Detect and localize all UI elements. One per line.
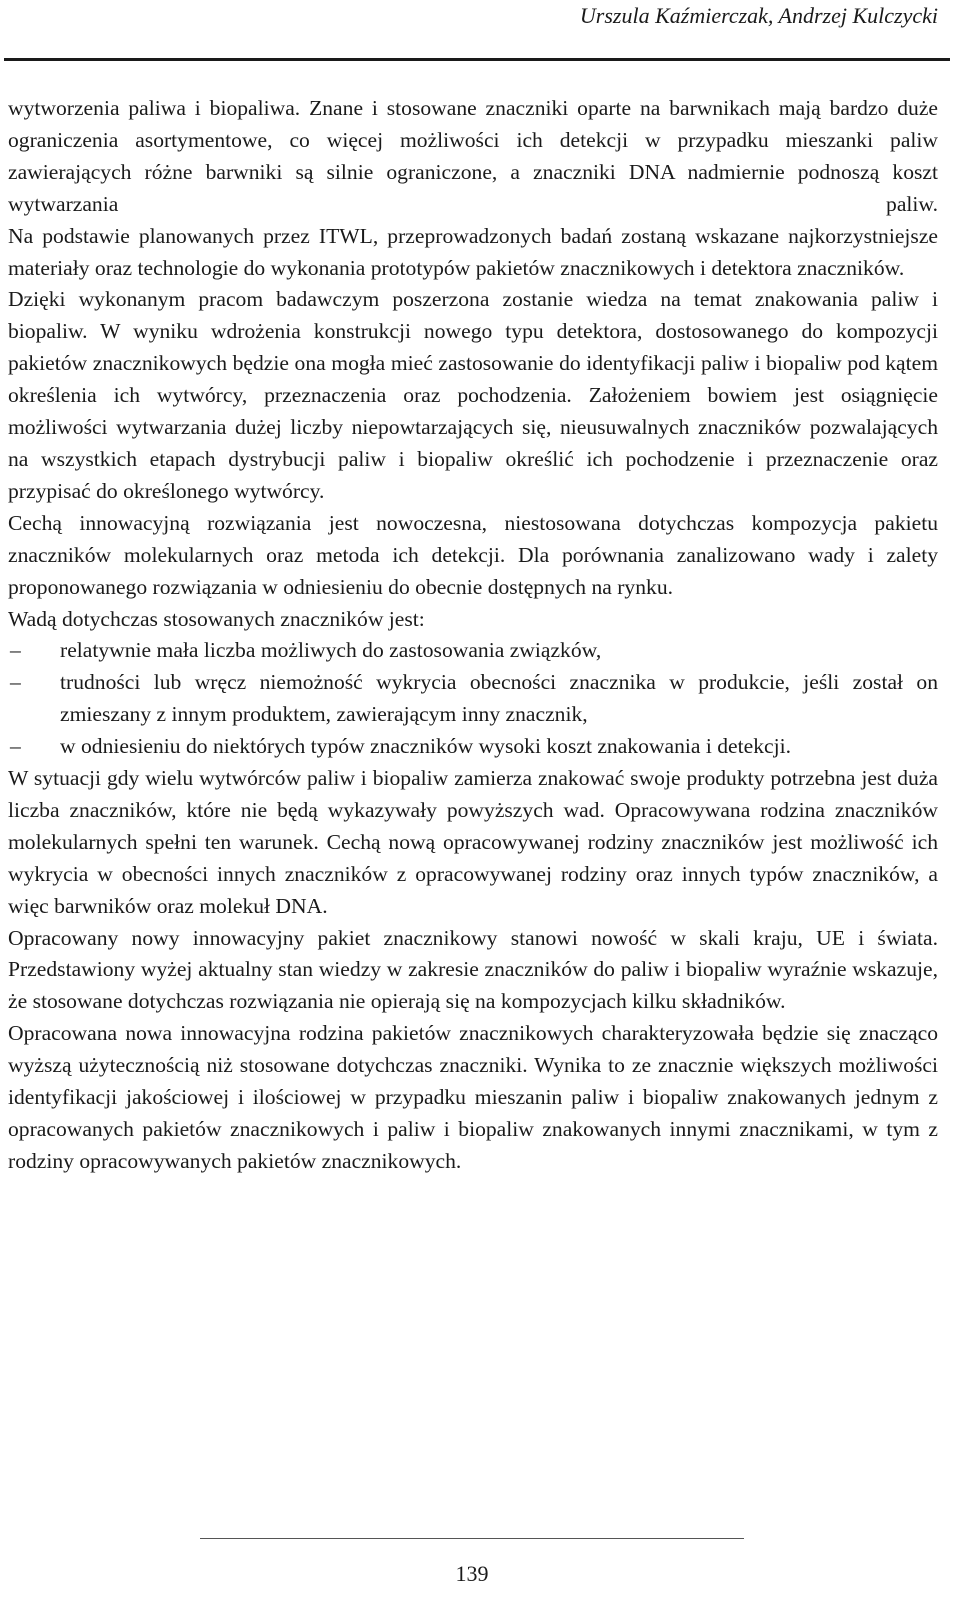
paragraph-8: Opracowana nowa innowacyjna rodzina pakietów znacznikowych charakteryzowała będzie się znacząco wyższą użytecznością niż stosowane dotychczas znaczniki. Wynika to ze znacznie większych możliwości identyfikacji jakościowej i ilościowej w przypadku mieszanin paliw i biopaliw znakowanych jednym z opracowanych pakietów znacznikowych i paliw i biopaliw znakowanych innymi znacznikami, w tym z rodziny opracowywanych pakietów znacznikowych. <box>8 1021 938 1173</box>
body-text <box>8 93 938 1178</box>
list-item-text: relatywnie mała liczba możliwych do zastosowania związków, <box>60 638 602 663</box>
paragraph-4: Cechą innowacyjną rozwiązania jest nowoczesna, niestosowana dotychczas kompozycja pakietu znaczników molekularnych oraz metoda ich detekcji. Dla porównania zanalizowano wady i zalety proponowanego rozwiązania w odniesieniu do obecnie dostępnych na rynku. <box>8 510 938 599</box>
header-rule <box>4 58 950 61</box>
list-item-text: trudności lub wręcz niemożność wykrycia obecności znacznika w produkcie, jeśli został on zmieszany z innym produktem, zawierającym inny znacznik, <box>60 670 938 727</box>
paragraph-5: Wadą dotychczas stosowanych znaczników jest: <box>8 606 425 631</box>
dash-list <box>8 635 938 763</box>
list-item <box>8 635 938 667</box>
paragraph-6: W sytuacji gdy wielu wytwórców paliw i biopaliw zamierza znakować swoje produkty potrzebna jest duża liczba znaczników, które nie będą wykazywały powyższych wad. Opracowywana rodzina znaczników molekularnych spełni ten warunek. Cechą nową opracowywanej rodziny znaczników jest możliwość ich wykrycia w obecności innych znaczników z opracowywanej rodziny oraz innych typów znaczników, a więc barwników oraz molekuł DNA. <box>8 766 938 918</box>
list-item <box>8 731 938 763</box>
list-item-text: w odniesieniu do niektórych typów znaczników wysoki koszt znakowania i detekcji. <box>60 734 792 759</box>
page-number: 139 <box>455 1561 489 1586</box>
dash-marker: – <box>10 734 21 759</box>
paragraph-1: wytworzenia paliwa i biopaliwa. Znane i stosowane znaczniki oparte na barwnikach mają bardzo duże ograniczenia asortymentowe, co więcej możliwości ich detekcji w przypadku mieszanki paliw zawierających różne barwniki są silnie ograniczone, a znaczniki DNA nadmiernie podnoszą koszt wytwarzania paliw. <box>8 96 938 216</box>
paragraph-7: Opracowany nowy innowacyjny pakiet znacznikowy stanowi nowość w skali kraju, UE i świata. Przedstawiony wyżej aktualny stan wiedzy w zakresie znaczników do paliw i biopaliw wyraźnie wskazuje, że stosowane dotychczas rozwiązania nie opierają się na kompozycjach kilku składników. <box>8 925 938 1014</box>
dash-marker: – <box>10 638 21 663</box>
paragraph-3: Dzięki wykonanym pracom badawczym poszerzona zostanie wiedza na temat znakowania paliw i biopaliw. W wyniku wdrożenia konstrukcji nowego typu detektora, dostosowanego do kompozycji pakietów znacznikowych będzie ona mogła mieć zastosowanie do identyfikacji paliw i biopaliw pod kątem określenia ich wytwórcy, przeznaczenia oraz pochodzenia. Założeniem bowiem jest osiągnięcie możliwości wytwarzania dużej liczby niepowtarzających się, nieusuwalnych znaczników pozwalających na wszystkich etapach dystrybucji paliw i biopaliw określić ich pochodzenie i przeznaczenie oraz przypisać do określonego wytwórcy. <box>8 287 938 503</box>
footer-rule <box>200 1538 744 1539</box>
list-item <box>8 667 938 731</box>
running-header-authors: Urszula Kaźmierczak, Andrzej Kulczycki <box>579 3 938 28</box>
paragraph-2: Na podstawie planowanych przez ITWL, przeprowadzonych badań zostaną wskazane najkorzystniejsze materiały oraz technologie do wykonania prototypów pakietów znacznikowych i detektora znaczników. <box>8 223 938 280</box>
dash-marker: – <box>10 670 21 695</box>
